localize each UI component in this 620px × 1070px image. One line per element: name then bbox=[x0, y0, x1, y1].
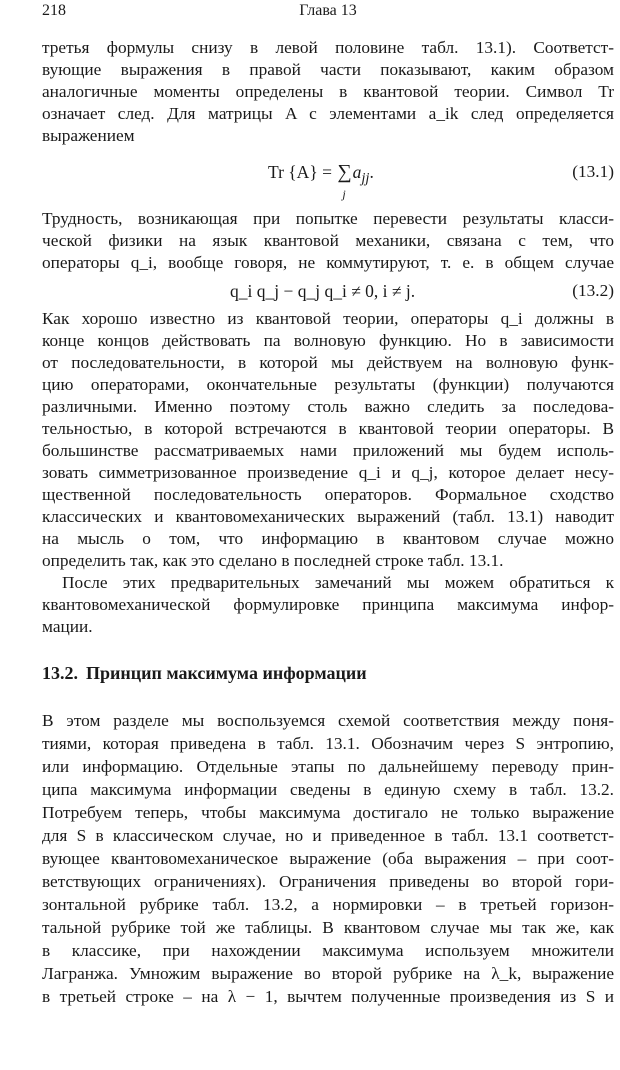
equation-number: (13.2) bbox=[572, 281, 614, 300]
text-line: ветствующих ограничениях). Ограничения приведены во второй гори- bbox=[42, 872, 614, 891]
text-line: цию операторами, окончательные результаты (функции) получаются bbox=[42, 375, 614, 394]
text-line: от последовательности, в которой мы действуем на волновую функ- bbox=[42, 353, 614, 372]
equation-13-1: Tr {A} = ∑ j $a_{jj}$. bbox=[268, 160, 374, 191]
text-line: Лагранжа. Умножим выражение во второй рубрике на λ_k, выражение bbox=[42, 964, 614, 983]
text-line: Как хорошо известно из квантовой теории, операторы q_i должны в bbox=[42, 309, 614, 328]
equation-lhs: Tr {A} = bbox=[268, 162, 337, 182]
text-line: тальной рубрике той же таблицы. В квантовом случае мы так же, как bbox=[42, 918, 614, 937]
text-line: для S в классическом случае, но и приведенное в табл. 13.1 соответст- bbox=[42, 826, 614, 845]
text-line: квантовомеханической формулировке принципа максимума инфор- bbox=[42, 595, 614, 614]
text-line: операторы q_i, вообще говоря, не коммутируют, т. е. в общем случае bbox=[42, 253, 614, 272]
text-line: в классике, при нахождении максимума используем множители bbox=[42, 941, 614, 960]
text-line: аналогичные моменты определены в квантовой теории. Символ Tr bbox=[42, 82, 614, 101]
text-line: на мысль о том, что информацию в квантовом случае можно bbox=[42, 529, 614, 548]
text-line: После этих предварительных замечаний мы можем обратиться к bbox=[62, 573, 614, 592]
text-line: зонтальной рубрике табл. 13.2, а нормировки – в третьей горизон- bbox=[42, 895, 614, 914]
text-line: конце концов действовать па волновую функцию. Но в зависимости bbox=[42, 331, 614, 350]
equation-term: a bbox=[352, 162, 362, 182]
section-heading bbox=[42, 661, 367, 685]
text-line: или информацию. Отдельные этапы по дальнейшему переводу прин- bbox=[42, 757, 614, 776]
text-line: зовать симметризованное произведение q_i и q_j, которое делает несу- bbox=[42, 463, 614, 482]
text-line: ческой физики на язык квантовой механики, связана с тем, что bbox=[42, 231, 614, 250]
equation-13-2: q_i q_j − q_j q_i ≠ 0, i ≠ j. bbox=[230, 281, 416, 301]
text-line: классических и квантовомеханических выражений (табл. 13.1) наводит bbox=[42, 507, 614, 526]
sum-symbol: ∑ j bbox=[337, 160, 351, 184]
text-line: третья формулы снизу в левой половине табл. 13.1). Соответст- bbox=[42, 38, 614, 57]
equation-number: (13.1) bbox=[572, 162, 614, 181]
running-head bbox=[42, 2, 614, 24]
text-line: тельностью, в которой встречаются в квантовой теории операторы. В bbox=[42, 419, 614, 438]
text-line: означает след. Для матрицы A с элементами a_ik след определяется bbox=[42, 104, 615, 123]
text-line: вующее квантовомеханическое выражение (оба выражения – при соот- bbox=[42, 849, 614, 868]
equation-term-subscript: jj bbox=[361, 170, 370, 187]
text-line: различными. Именно поэтому столь важно следить за последова- bbox=[42, 397, 614, 416]
page-number: 218 bbox=[42, 2, 66, 19]
text-line: тиями, которая приведена в табл. 13.1. Обозначим через S энтропию, bbox=[42, 734, 614, 753]
text-line: выражением bbox=[42, 126, 135, 145]
text-line: В этом разделе мы воспользуемся схемой соответствия между поня- bbox=[42, 711, 614, 730]
text-line: мации. bbox=[42, 617, 93, 636]
section-title: Принцип максимума информации bbox=[86, 663, 367, 683]
text-line: Трудность, возникающая при попытке перевести результаты класси- bbox=[42, 209, 614, 228]
text-line: щественной последовательность операторов. Формальное сходство bbox=[42, 485, 614, 504]
text-line: в третьей строке – на λ − 1, вычтем полученные произведения из S и bbox=[42, 987, 614, 1006]
sum-index: j bbox=[342, 187, 346, 201]
section-number: 13.2. bbox=[42, 663, 78, 683]
text-line: большинстве рассматриваемых нами приложений мы будем исполь- bbox=[42, 441, 614, 460]
text-line: определить так, как это сделано в последней строке табл. 13.1. bbox=[42, 551, 504, 570]
chapter-label: Глава 13 bbox=[299, 2, 357, 19]
text-line: ципа максимума информации сведены в единую схему в табл. 13.2. bbox=[42, 780, 614, 799]
text-line: Потребуем теперь, чтобы максимума достигало не только выражение bbox=[42, 803, 614, 822]
text-line: вующие выражения в правой части показывают, каким образом bbox=[42, 60, 614, 79]
